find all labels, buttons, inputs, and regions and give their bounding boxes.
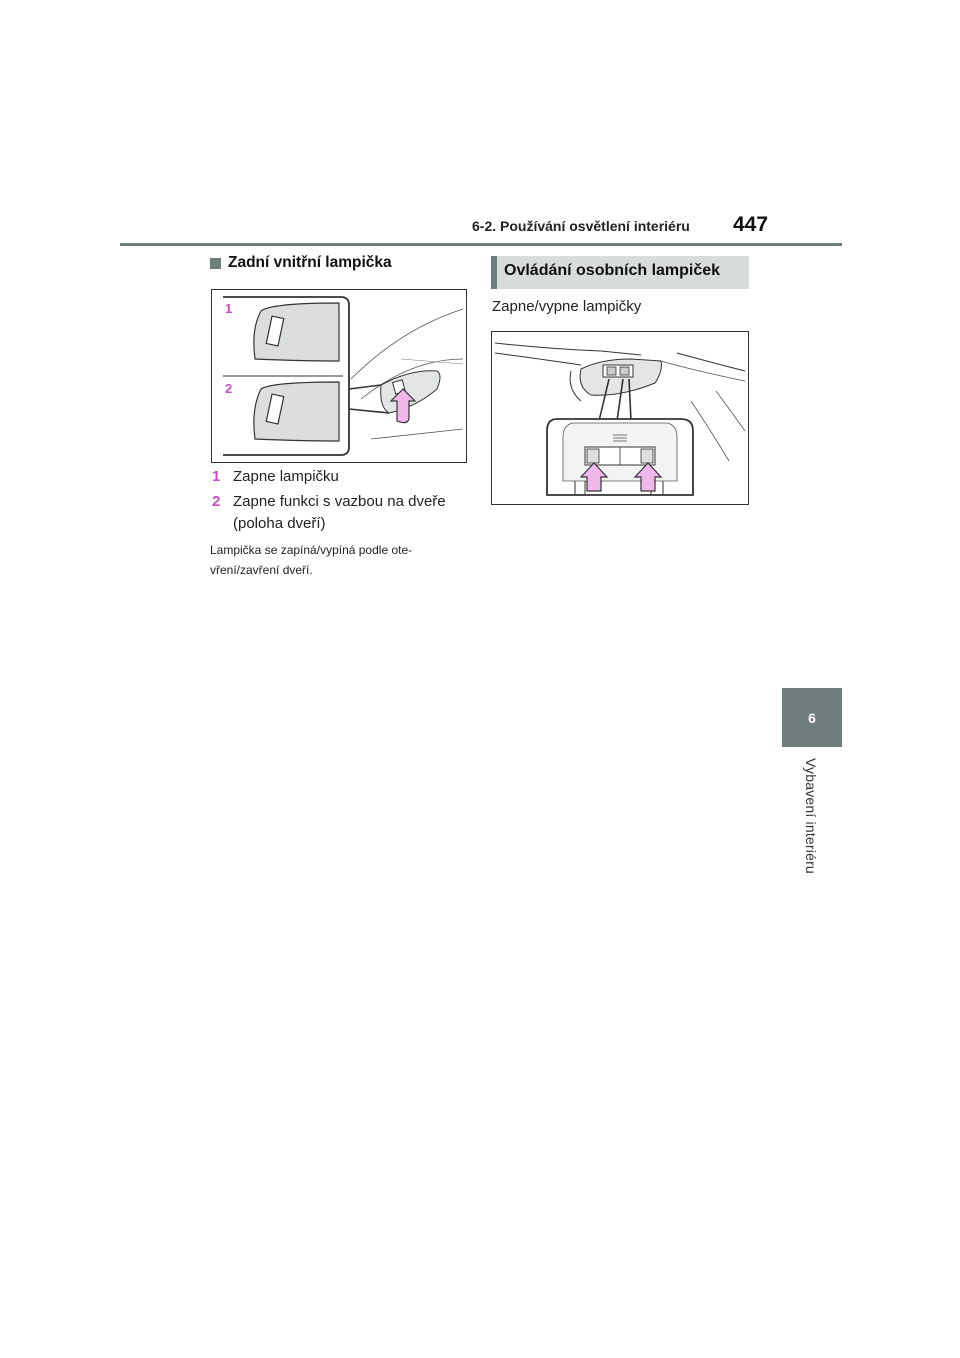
note-line: vření/zavření dveří. bbox=[210, 563, 313, 577]
chapter-tab bbox=[782, 688, 842, 747]
item-number: 2 bbox=[212, 493, 221, 510]
body-text: Zapne/vypne lampičky bbox=[492, 298, 642, 315]
section-heading: Ovládání osobních lampiček bbox=[504, 262, 721, 279]
sub-heading bbox=[210, 254, 392, 272]
item-text-continued: (poloha dveří) bbox=[233, 515, 326, 532]
figure-label-1: 1 bbox=[225, 301, 233, 316]
list-item bbox=[212, 491, 446, 513]
rear-lamp-illustration bbox=[211, 289, 467, 463]
figure-label-2: 2 bbox=[225, 381, 233, 396]
page-number: 447 bbox=[733, 213, 769, 236]
header-rule bbox=[120, 243, 842, 246]
personal-lamp-controls-illustration bbox=[491, 331, 749, 505]
item-text: Zapne funkci s vazbou na dveře bbox=[233, 493, 446, 510]
item-text: Zapne lampičku bbox=[233, 468, 339, 485]
note-line: Lampička se zapíná/vypíná podle ote- bbox=[210, 543, 413, 557]
chapter-number: 6 bbox=[808, 709, 816, 726]
sub-heading-text: Zadní vnitřní lampička bbox=[228, 254, 392, 271]
chapter-label: Vybavení interiéru bbox=[803, 758, 819, 874]
list-item bbox=[212, 466, 339, 488]
item-number: 1 bbox=[212, 468, 221, 485]
square-bullet-icon bbox=[210, 258, 221, 269]
header-title: 6-2. Používání osvětlení interiéru bbox=[472, 218, 690, 234]
